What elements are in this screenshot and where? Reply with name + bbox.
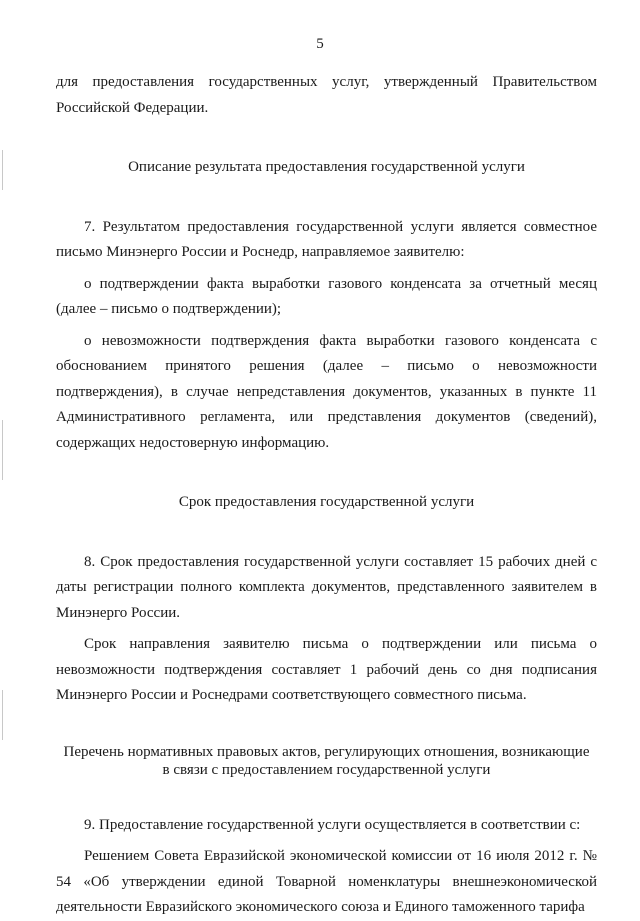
- document-body: [56, 70, 597, 921]
- paragraph-8: 8. Срок предоставления государственной услуги составляет 15 рабочих дней с даты регистрации полного комплекта документов, представленного заявителем в Минэнерго России.: [56, 553, 597, 621]
- scan-edge-mark: [2, 690, 3, 740]
- paragraph-9: 9. Предоставление государственной услуги осуществляется в соответствии с:: [84, 816, 581, 833]
- paragraph-7: 7. Результатом предоставления государственной услуги является совместное письмо Минэнерго России и Роснедр, направляемое заявителю:: [56, 218, 597, 260]
- scan-edge-mark: [2, 420, 3, 480]
- paragraph-8-b: Срок направления заявителю письма о подтверждении или письма о невозможности подтверждения составляет 1 рабочий день со дня подписания Минэнерго России и Роснедрами соответствующего совместного письма.: [56, 636, 597, 703]
- scan-edge-mark: [2, 150, 3, 190]
- paragraph-intro: для предоставления государственных услуг, утвержденный Правительством Российской Федерации.: [56, 74, 597, 116]
- section-heading-acts-line-1: Перечень нормативных правовых актов, регулирующих отношения, возникающие: [63, 743, 590, 760]
- paragraph-9-b: Решением Совета Евразийской экономической комиссии от 16 июля 2012 г. № 54 «Об утверждении единой Товарной номенклатуры внешнеэкономической деятельности Евразийского экономического союза и Единого таможенного тарифа: [56, 848, 597, 915]
- section-heading-acts-line-2: в связи с предоставлением государственной услуги: [162, 761, 491, 778]
- paragraph-7-item-1: о подтверждении факта выработки газового конденсата за отчетный месяц (далее – письмо о подтверждении);: [56, 275, 597, 317]
- page-number: 5: [316, 36, 324, 52]
- section-heading-result: Описание результата предоставления государственной услуги: [128, 159, 525, 175]
- section-heading-term: Срок предоставления государственной услуги: [178, 494, 475, 510]
- paragraph-7-item-2: о невозможности подтверждения факта выработки газового конденсата с обоснованием принятого решения (далее – письмо о невозможности подтверждения), в случае непредставления документов, указанных в пункте 11 Административного регламента, или представления документов (сведений), содержащих недостоверную информацию.: [56, 332, 597, 451]
